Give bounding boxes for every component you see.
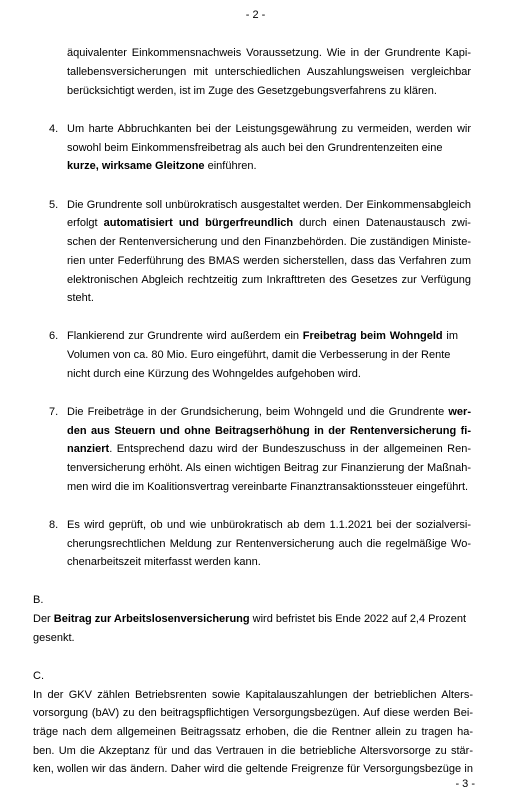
intro-line-1: äquivalenter Einkommensnachweis Voraussetzung. Wie in der Grundrente Kapi-	[67, 47, 471, 59]
bold-phrase: den aus Steuern und ohne Beitragserhöhung in der Rentenversicherung fi-	[67, 425, 471, 437]
text-span: erfolgt	[67, 217, 104, 229]
item-4-line-2: sowohl beim Einkommensfreibetrag als auch bei den Grundrentenzeiten eine	[67, 142, 443, 154]
item-number: 4.	[49, 123, 59, 135]
item-number: 6.	[49, 330, 59, 342]
item-4-line-3	[67, 160, 257, 173]
item-6-line-2: Volumen von ca. 80 Mio. Euro eingeführt, damit die Verbesserung in der Rente	[67, 349, 451, 361]
bold-phrase: kurze, wirksame Gleitzone	[67, 160, 205, 172]
item-8-line-3: chenarbeitszeit miterfasst werden kann.	[67, 556, 261, 568]
text-span: durch einen Datenaustausch zwi-	[293, 217, 471, 229]
section-c-line-5: ken, wollen wir das ändern. Daher wird die geltende Freigrenze für Versorgungsbezüge in	[33, 763, 473, 775]
item-5-line-3: schen der Rentenversicherung und den Finanzbehörden. Die zuständigen Ministe-	[67, 236, 471, 248]
bold-phrase: nanziert	[67, 443, 110, 455]
section-b-line-1	[33, 613, 466, 626]
bold-phrase: automatisiert und bürgerfreundlich	[103, 217, 294, 229]
text-span: im	[442, 330, 458, 342]
item-8-line-2: cherungsrechtlichen Meldung zur Rentenversicherung auch die regelmäßige Wo-	[67, 538, 471, 550]
intro-line-3: berücksichtigt werden, ist im Zuge des Gesetzgebungsverfahrens zu klären.	[67, 85, 437, 97]
text-span: . Entsprechend dazu wird der Bundeszuschuss in der allgemeinen Ren-	[109, 443, 471, 455]
text-span: wird befristet bis Ende 2022 auf 2,4 Prozent	[249, 613, 467, 625]
section-c-line-4: ben. Um die Akzeptanz für und das Vertrauen in die betriebliche Altersvorsorge zu stär-	[33, 745, 473, 757]
item-5-line-4: rien unter Federführung des BMAS werden sicherstellen, dass das Verfahren zum	[67, 255, 471, 267]
section-c-line-1: In der GKV zählen Betriebsrenten sowie Kapitalauszahlungen der betrieblichen Alters-	[33, 689, 473, 701]
item-number: 8.	[49, 519, 59, 531]
section-heading: C.	[33, 670, 44, 682]
intro-line-2: tallebensversicherungen mit unterschiedlichen Auszahlungsweisen vergleichbar	[67, 66, 471, 78]
item-6-line-1	[67, 330, 458, 343]
item-5-line-1: Die Grundrente soll unbürokratisch ausgestaltet werden. Der Einkommensabgleich	[67, 199, 471, 211]
item-4-line-1: Um harte Abbruchkanten bei der Leistungsgewährung zu vermeiden, werden wir	[67, 123, 471, 135]
item-number: 7.	[49, 406, 59, 418]
item-7-line-2	[67, 425, 471, 438]
text-span: Der	[33, 613, 54, 625]
bold-phrase: wer-	[448, 406, 471, 418]
item-7-line-3	[67, 443, 471, 456]
item-5-line-5: elektronischen Abgleich rechtzeitig zum Inkrafttreten des Gesetzes zur Verfügung	[67, 274, 471, 286]
item-5-line-2	[67, 217, 471, 230]
bold-phrase: Freibetrag beim Wohngeld	[302, 330, 443, 342]
page-number-bottom: - 3 -	[455, 778, 475, 790]
item-7-line-1	[67, 406, 471, 419]
item-8-line-1: Es wird geprüft, ob und wie unbürokratisch ab dem 1.1.2021 bei der sozialversi-	[67, 519, 471, 531]
section-c-line-3: träge nach dem allgemeinen Beitragssatz erhoben, die die Rentner allein zu tragen ha-	[33, 726, 473, 738]
page-number-top: - 2 -	[245, 9, 266, 21]
section-b-line-2: gesenkt.	[33, 632, 75, 644]
item-7-line-4: tenversicherung erhöht. Als einen wichtigen Beitrag zur Finanzierung der Maßnah-	[67, 462, 471, 474]
text-span: einführen.	[204, 160, 257, 172]
text-span: Flankierend zur Grundrente wird außerdem ein	[67, 330, 303, 342]
item-number: 5.	[49, 199, 59, 211]
bold-phrase: Beitrag zur Arbeitslosenversicherung	[53, 613, 250, 625]
section-heading: B.	[33, 594, 44, 606]
item-7-line-5: men wird die im Koalitionsvertrag vereinbarte Finanztransaktionssteuer eingeführt.	[67, 481, 469, 493]
section-c-line-2: vorsorgung (bAV) zu den beitragspflichtigen Versorgungsbezügen. Auf diese werden Bei-	[33, 707, 473, 719]
text-span: Die Freibeträge in der Grundsicherung, beim Wohngeld und die Grundrente	[67, 406, 449, 418]
item-5-line-6: steht.	[67, 292, 94, 304]
item-6-line-3: nicht durch eine Kürzung des Wohngeldes aufgehoben wird.	[67, 368, 361, 380]
